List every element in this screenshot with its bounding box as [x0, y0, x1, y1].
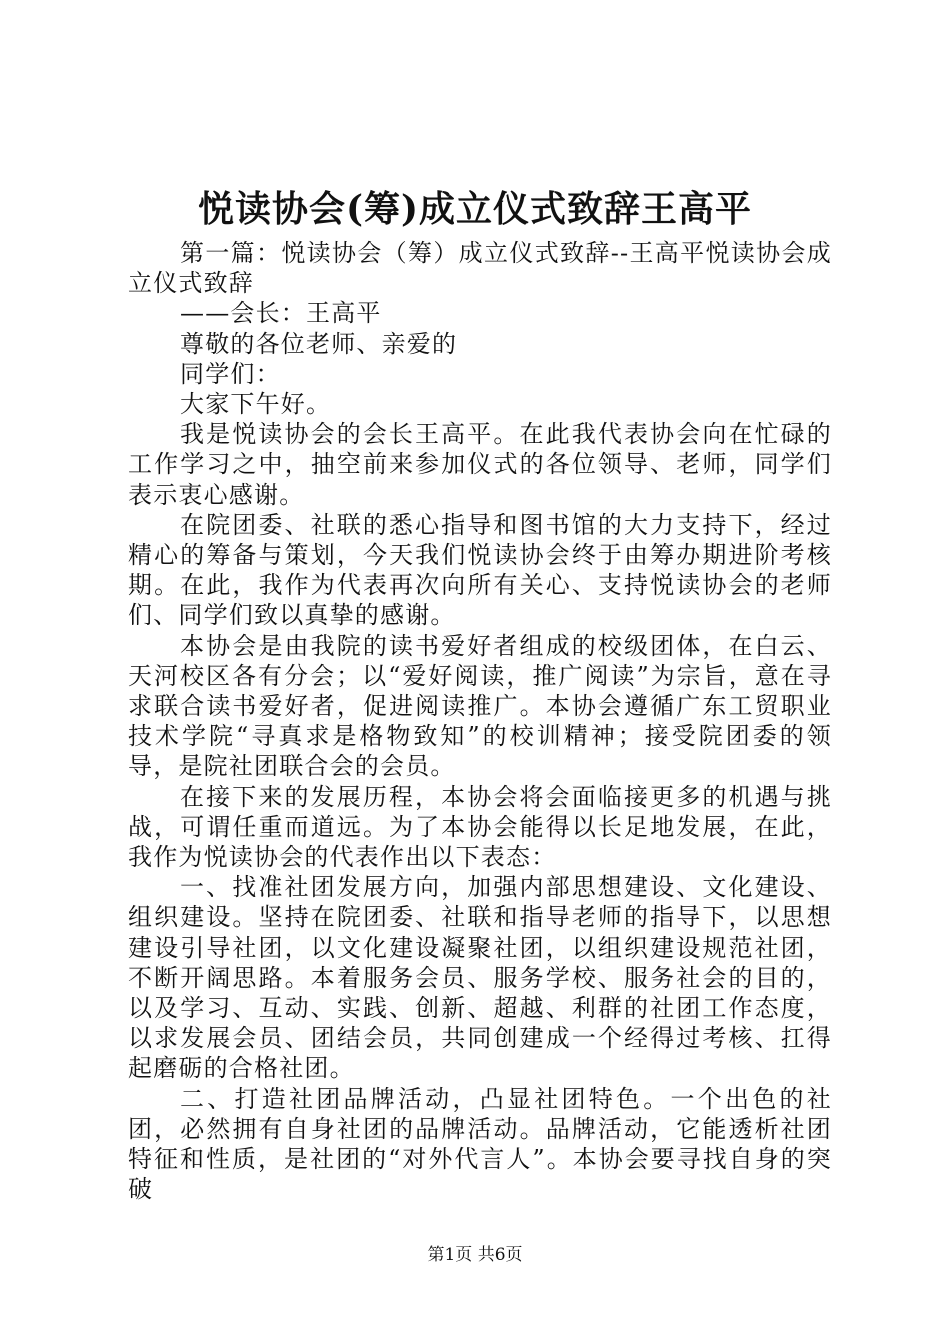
document-body	[128, 238, 832, 1205]
paragraph-thanks: 在院团委、社联的悉心指导和图书馆的大力支持下，经过精心的筹备与策划，今天我们悦读协会终于由筹办期进阶考核期。在此，我作为代表再次向所有关心、支持悦读协会的老师们、同学们致以真挚的感谢。	[128, 510, 832, 630]
paragraph-greeting: 大家下午好。	[180, 390, 332, 419]
paragraph-salutation-cont: 同学们：	[180, 359, 281, 388]
paragraph-salutation: 尊敬的各位老师、亲爱的	[180, 329, 458, 358]
paragraph-heading-first-piece: 第一篇：悦读协会（筹）成立仪式致辞--王高平悦读协会成立仪式致辞	[128, 239, 832, 298]
paragraph-future: 在接下来的发展历程，本协会将会面临接更多的机遇与挑战，可谓任重而道远。为了本协会能得以长足地发展，在此，我作为悦读协会的代表作出以下表态：	[128, 782, 832, 872]
paragraph-about: 本协会是由我院的读书爱好者组成的校级团体，在白云、天河校区各有分会；以“爱好阅读，推广阅读”为宗旨，意在寻求联合读书爱好者，促进阅读推广。本协会遵循广东工贸职业技术学院“寻真求是格物致知”的校训精神；接受院团委的领导，是院社团联合会的会员。	[128, 631, 832, 781]
document-title: 悦读协会(筹)成立仪式致辞王高平	[197, 188, 753, 230]
paragraph-signature: ——会长：王高平	[180, 299, 382, 328]
paragraph-intro: 我是悦读协会的会长王高平。在此我代表协会向在忙碌的工作学习之中，抽空前来参加仪式的各位领导、老师，同学们表示衷心感谢。	[128, 420, 832, 509]
paragraph-point-two: 二、打造社团品牌活动，凸显社团特色。一个出色的社团，必然拥有自身社团的品牌活动。品牌活动，它能透析社团特征和性质，是社团的“对外代言人”。本协会要寻找自身的突破	[128, 1084, 832, 1204]
paragraph-point-one: 一、找准社团发展方向，加强内部思想建设、文化建设、组织建设。坚持在院团委、社联和指导老师的指导下，以思想建设引导社团，以文化建设凝聚社团，以组织建设规范社团，不断开阔思路。本着服务会员、服务学校、服务社会的目的，以及学习、互动、实践、创新、超越、利群的社团工作态度，以求发展会员、团结会员，共同创建成一个经得过考核、扛得起磨砺的合格社团。	[128, 873, 832, 1083]
page-footer: 第1页 共6页	[427, 1245, 523, 1265]
